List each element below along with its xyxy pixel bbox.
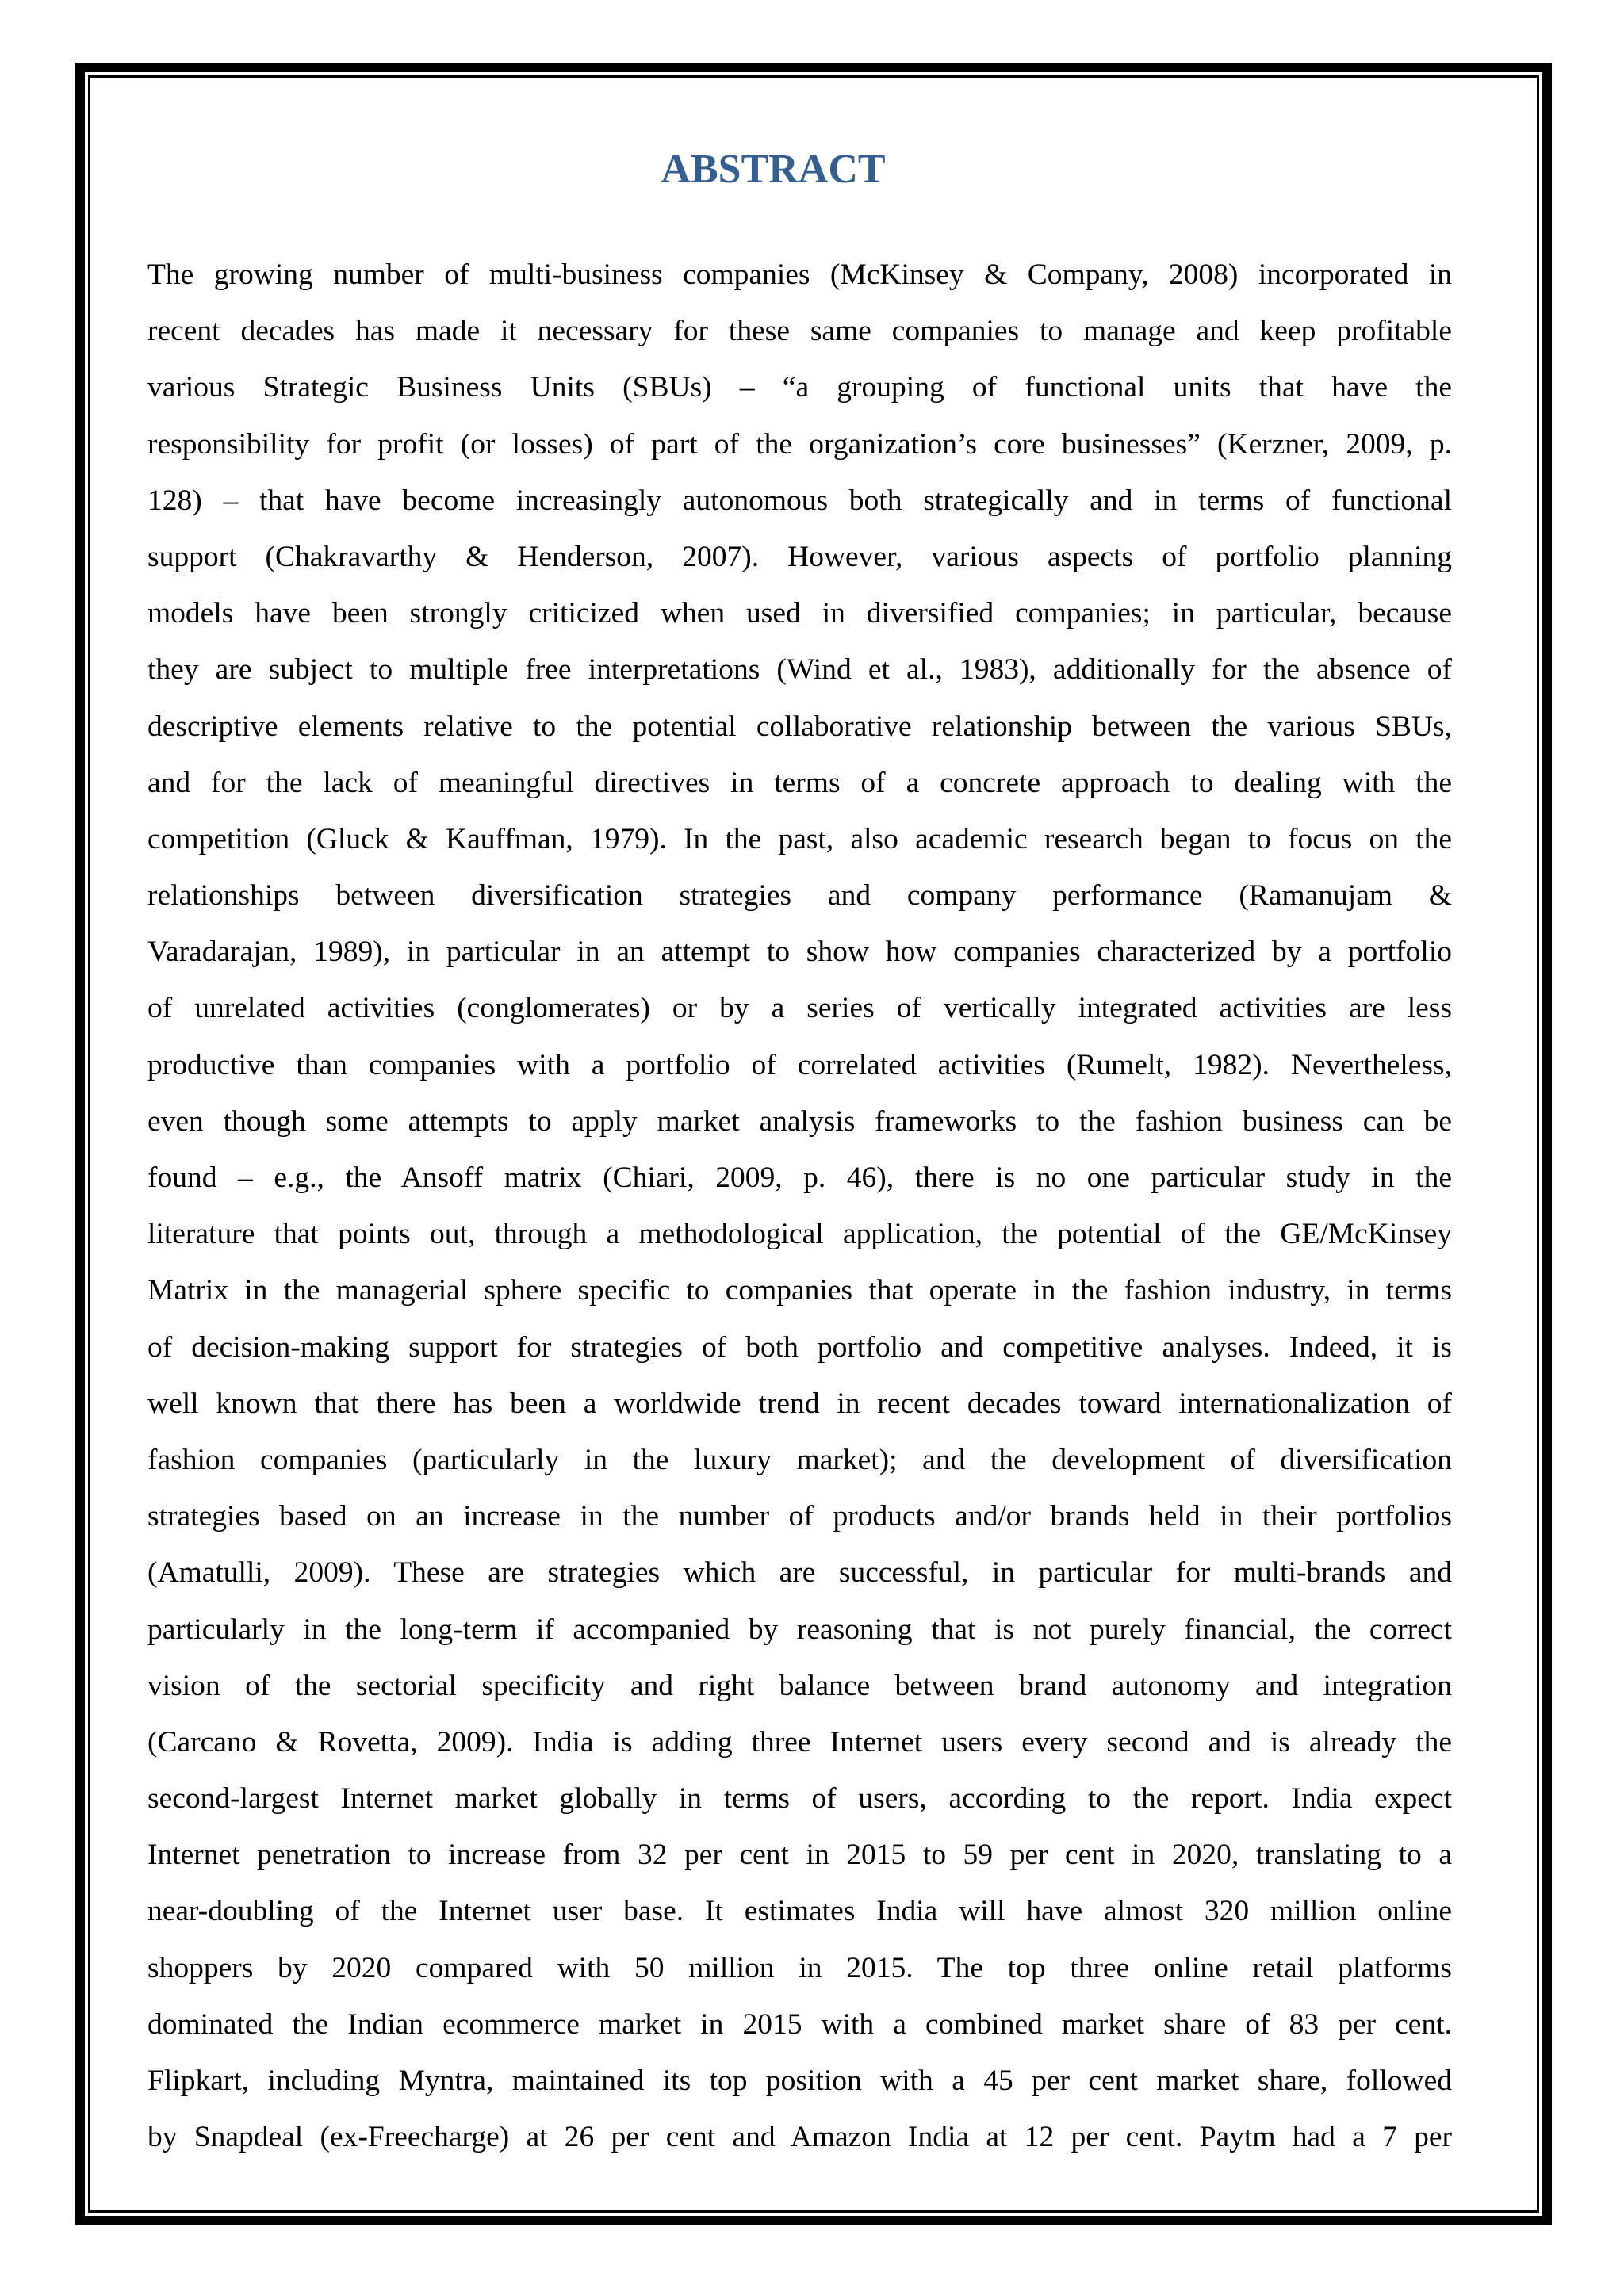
abstract-line: relationships between diversification strategies and company performance (Ramanujam & [147,879,1452,913]
abstract-line: various Strategic Business Units (SBUs) – “a grouping of functional units that have the [147,371,1452,404]
abstract-line: they are subject to multiple free interpretations (Wind et al., 1983), additionally for the absence of [147,653,1452,687]
abstract-line: found – e.g., the Ansoff matrix (Chiari, 2009, p. 46), there is no one particular study in the [147,1161,1452,1194]
abstract-body [147,247,1452,2165]
abstract-line: Flipkart, including Myntra, maintained its top position with a 45 per cent market share, followed [147,2064,1452,2097]
abstract-line: strategies based on an increase in the number of products and/or brands held in their portfolios [147,1500,1452,1533]
abstract-line: descriptive elements relative to the potential collaborative relationship between the various SBUs, [147,710,1452,743]
abstract-line: responsibility for profit (or losses) of part of the organization’s core businesses” (Kerzner, 2009, p. [147,427,1452,461]
abstract-line: second-largest Internet market globally in terms of users, according to the report. India expect [147,1782,1452,1816]
abstract-line: The growing number of multi-business companies (McKinsey & Company, 2008) incorporated in [147,258,1452,291]
abstract-line: near-doubling of the Internet user base. It estimates India will have almost 320 million online [147,1895,1452,1928]
abstract-line: Varadarajan, 1989), in particular in an attempt to show how companies characterized by a portfolio [147,936,1452,969]
abstract-line: Matrix in the managerial sphere specific to companies that operate in the fashion industry, in terms [147,1274,1452,1307]
abstract-line: Internet penetration to increase from 32 per cent in 2015 to 59 per cent in 2020, translating to a [147,1839,1452,1872]
page-title: ABSTRACT [661,147,886,192]
abstract-line: particularly in the long-term if accompanied by reasoning that is not purely financial, the correct [147,1613,1452,1646]
abstract-line: well known that there has been a worldwide trend in recent decades toward internationalization of [147,1387,1452,1420]
abstract-line: recent decades has made it necessary for these same companies to manage and keep profitable [147,315,1452,348]
abstract-line: of decision-making support for strategies of both portfolio and competitive analyses. Indeed, it is [147,1330,1452,1364]
abstract-line: models have been strongly criticized when used in diversified companies; in particular, because [147,597,1452,630]
abstract-line: even though some attempts to apply market analysis frameworks to the fashion business can be [147,1104,1452,1138]
abstract-line: of unrelated activities (conglomerates) or by a series of vertically integrated activities are less [147,992,1452,1025]
abstract-line: support (Chakravarthy & Henderson, 2007). However, various aspects of portfolio planning [147,540,1452,573]
abstract-line: fashion companies (particularly in the luxury market); and the development of diversification [147,1443,1452,1476]
abstract-line: dominated the Indian ecommerce market in 2015 with a combined market share of 83 per cent. [147,2007,1452,2041]
abstract-line: productive than companies with a portfolio of correlated activities (Rumelt, 1982). Nevertheless, [147,1048,1452,1081]
abstract-line: (Amatulli, 2009). These are strategies which are successful, in particular for multi-brands and [147,1556,1452,1590]
abstract-line: and for the lack of meaningful directives in terms of a concrete approach to dealing with the [147,766,1452,799]
abstract-line: competition (Gluck & Kauffman, 1979). In the past, also academic research began to focus on the [147,822,1452,855]
abstract-line: literature that points out, through a methodological application, the potential of the GE/McKinsey [147,1218,1452,1251]
abstract-line: 128) – that have become increasingly autonomous both strategically and in terms of functional [147,484,1452,517]
abstract-line: (Carcano & Rovetta, 2009). India is adding three Internet users every second and is already the [147,1725,1452,1758]
abstract-line: vision of the sectorial specificity and right balance between brand autonomy and integration [147,1669,1452,1702]
abstract-line: shoppers by 2020 compared with 50 million in 2015. The top three online retail platforms [147,1951,1452,1984]
abstract-line: by Snapdeal (ex-Freecharge) at 26 per cent and Amazon India at 12 per cent. Paytm had a 7 per [147,2121,1452,2154]
